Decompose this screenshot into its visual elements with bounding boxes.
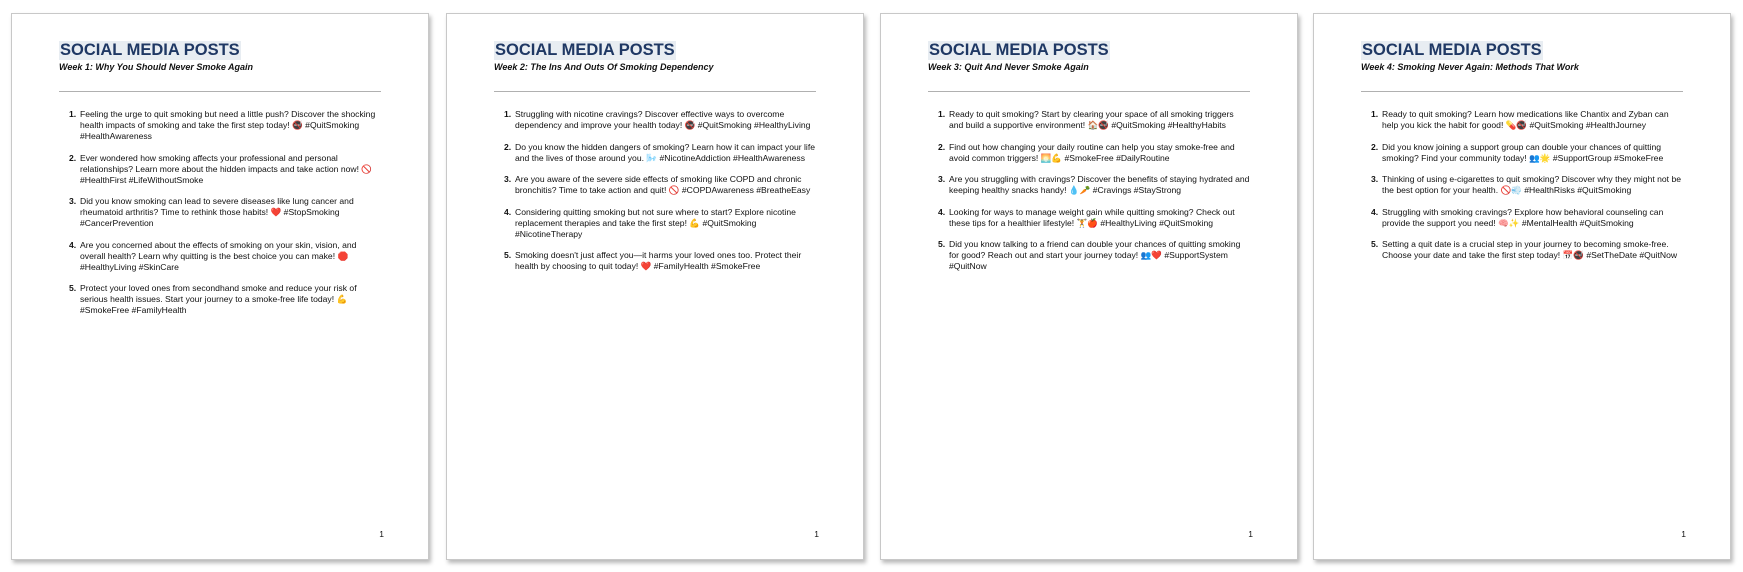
page-content [1361, 41, 1683, 272]
list-item-text: Did you know smoking can lead to severe diseases like lung cancer and rheumatoid arthritis? Time to rethink those habits! ❤️ #StopSmoking #CancerPrevention [80, 196, 354, 228]
page-content [59, 41, 381, 327]
list-item-text: Ready to quit smoking? Start by clearing your space of all smoking triggers and build a supportive environment! 🏠🚭 #QuitSmoking #HealthyHabits [949, 109, 1234, 130]
list-item-text: Are you struggling with cravings? Discover the benefits of staying hydrated and keeping healthy snacks handy! 💧🥕 #Cravings #StayStrong [949, 174, 1250, 195]
list-item-text: Feeling the urge to quit smoking but need a little push? Discover the shocking health impacts of smoking and take the first step today! 🚭 #QuitSmoking #HealthAwareness [80, 109, 376, 141]
list-item-number: 1. [938, 109, 946, 119]
document-page-week-1 [11, 13, 429, 560]
page-content [494, 41, 816, 283]
document-page-week-2 [446, 13, 864, 560]
document-page-week-3 [880, 13, 1298, 560]
document-page-week-4 [1313, 13, 1731, 560]
list-item [59, 196, 381, 229]
list-item-number: 4. [504, 206, 512, 217]
horizontal-rule [59, 91, 381, 92]
list-item [928, 109, 1250, 131]
list-item [1361, 109, 1683, 131]
list-item-text: Setting a quit date is a crucial step in your journey to becoming smoke-free. Choose your date and take the first step today! 📅🚭 #SetTheDate #QuitNow [1382, 239, 1678, 260]
list-item [928, 239, 1250, 272]
page-number: 1 [814, 529, 819, 539]
list-item-number: 2. [1371, 141, 1379, 152]
list-item [59, 153, 381, 186]
list-item [494, 109, 816, 131]
horizontal-rule [928, 91, 1250, 92]
page-subtitle: Week 3: Quit And Never Smoke Again [928, 62, 1089, 72]
list-item-number: 2. [69, 152, 77, 163]
post-list [494, 109, 816, 272]
list-item-number: 3. [938, 174, 946, 184]
list-item-number: 5. [1371, 239, 1379, 249]
list-item-number: 4. [938, 206, 946, 217]
list-item-text: Struggling with smoking cravings? Explore how behavioral counseling can provide the support you need! 🧠✨ #MentalHealth #QuitSmoking [1382, 206, 1664, 228]
page-number: 1 [379, 529, 384, 539]
post-list [1361, 109, 1683, 261]
page-number: 1 [1248, 529, 1253, 539]
list-item [59, 283, 381, 316]
list-item-text: Did you know joining a support group can double your chances of quitting smoking? Find your community today! 👥🌟 #SupportGroup #SmokeFree [1382, 141, 1664, 163]
page-title: SOCIAL MEDIA POSTS [1362, 41, 1542, 59]
list-item [59, 109, 381, 142]
list-item-text: Thinking of using e-cigarettes to quit smoking? Discover why they might not be the best option for your health. 🚫💨 #HealthRisks #QuitSmoking [1382, 174, 1682, 195]
list-item-text: Find out how changing your daily routine can help you stay smoke-free and avoid common triggers! 🌅💪 #SmokeFree #DailyRoutine [949, 141, 1235, 163]
list-item-number: 2. [938, 141, 946, 152]
post-list [59, 109, 381, 316]
list-item [928, 174, 1250, 196]
list-item [494, 250, 816, 272]
list-item [1361, 239, 1683, 261]
page-title: SOCIAL MEDIA POSTS [60, 41, 240, 59]
list-item [1361, 207, 1683, 229]
list-item [928, 207, 1250, 229]
horizontal-rule [1361, 91, 1683, 92]
page-subtitle: Week 4: Smoking Never Again: Methods That Work [1361, 62, 1579, 72]
list-item-text: Ready to quit smoking? Learn how medications like Chantix and Zyban can help you kick the habit for good! 💊🚭 #QuitSmoking #HealthJourney [1382, 109, 1669, 130]
list-item-number: 3. [1371, 174, 1379, 184]
list-item-number: 3. [69, 196, 77, 206]
list-item-number: 5. [938, 239, 946, 249]
list-item [59, 240, 381, 273]
horizontal-rule [494, 91, 816, 92]
list-item-text: Do you know the hidden dangers of smoking? Learn how it can impact your life and the lives of those around you. 🌬️ #NicotineAddiction #HealthAwareness [515, 141, 815, 163]
list-item-number: 2. [504, 141, 512, 152]
list-item-number: 1. [69, 109, 77, 119]
page-title: SOCIAL MEDIA POSTS [495, 41, 675, 59]
list-item-text: Are you aware of the severe side effects of smoking like COPD and chronic bronchitis? Time to take action and quit! 🚫 #COPDAwareness #BreatheEasy [515, 174, 811, 195]
list-item-text: Ever wondered how smoking affects your professional and personal relationships? Learn more about the hidden impacts and take action now! 🚫 #HealthFirst #LifeWithoutSmoke [80, 152, 373, 185]
list-item-text: Protect your loved ones from secondhand smoke and reduce your risk of serious health issues. Start your journey to a smoke-free life today! 💪 #SmokeFree #FamilyHealth [80, 283, 357, 315]
list-item-text: Looking for ways to manage weight gain while quitting smoking? Check out these tips for a healthier lifestyle! 🏋️🍎 #HealthyLiving #QuitSmoking [949, 206, 1235, 228]
list-item [1361, 142, 1683, 164]
page-content [928, 41, 1250, 283]
list-item [928, 142, 1250, 164]
list-item [494, 174, 816, 196]
page-number: 1 [1681, 529, 1686, 539]
list-item-text: Did you know talking to a friend can double your chances of quitting smoking for good? Reach out and start your journey today! 👥❤️ #SupportSystem #QuitNow [949, 239, 1241, 271]
list-item [1361, 174, 1683, 196]
list-item-number: 4. [69, 239, 77, 250]
list-item-number: 4. [1371, 206, 1379, 217]
page-subtitle: Week 2: The Ins And Outs Of Smoking Dependency [494, 62, 714, 72]
list-item-number: 5. [69, 283, 77, 293]
list-item-number: 1. [504, 109, 512, 119]
list-item [494, 207, 816, 240]
page-title: SOCIAL MEDIA POSTS [929, 41, 1109, 59]
list-item-number: 1. [1371, 109, 1379, 119]
list-item-text: Smoking doesn't just affect you—it harms your loved ones too. Protect their health by choosing to quit today! ❤️ #FamilyHealth #SmokeFree [515, 250, 802, 271]
list-item-number: 5. [504, 250, 512, 260]
list-item-number: 3. [504, 174, 512, 184]
list-item-text: Are you concerned about the effects of smoking on your skin, vision, and overall health? Learn why quitting is the best choice you can make! 🛑 #HealthyLiving #SkinCare [80, 239, 357, 272]
list-item-text: Struggling with nicotine cravings? Discover effective ways to overcome dependency and improve your health today! 🚭 #QuitSmoking #HealthyLiving [515, 109, 811, 130]
list-item [494, 142, 816, 164]
list-item-text: Considering quitting smoking but not sure where to start? Explore nicotine replacement therapies and take the first step! 💪 #QuitSmoking #NicotineTherapy [515, 206, 796, 239]
page-subtitle: Week 1: Why You Should Never Smoke Again [59, 62, 254, 72]
post-list [928, 109, 1250, 272]
